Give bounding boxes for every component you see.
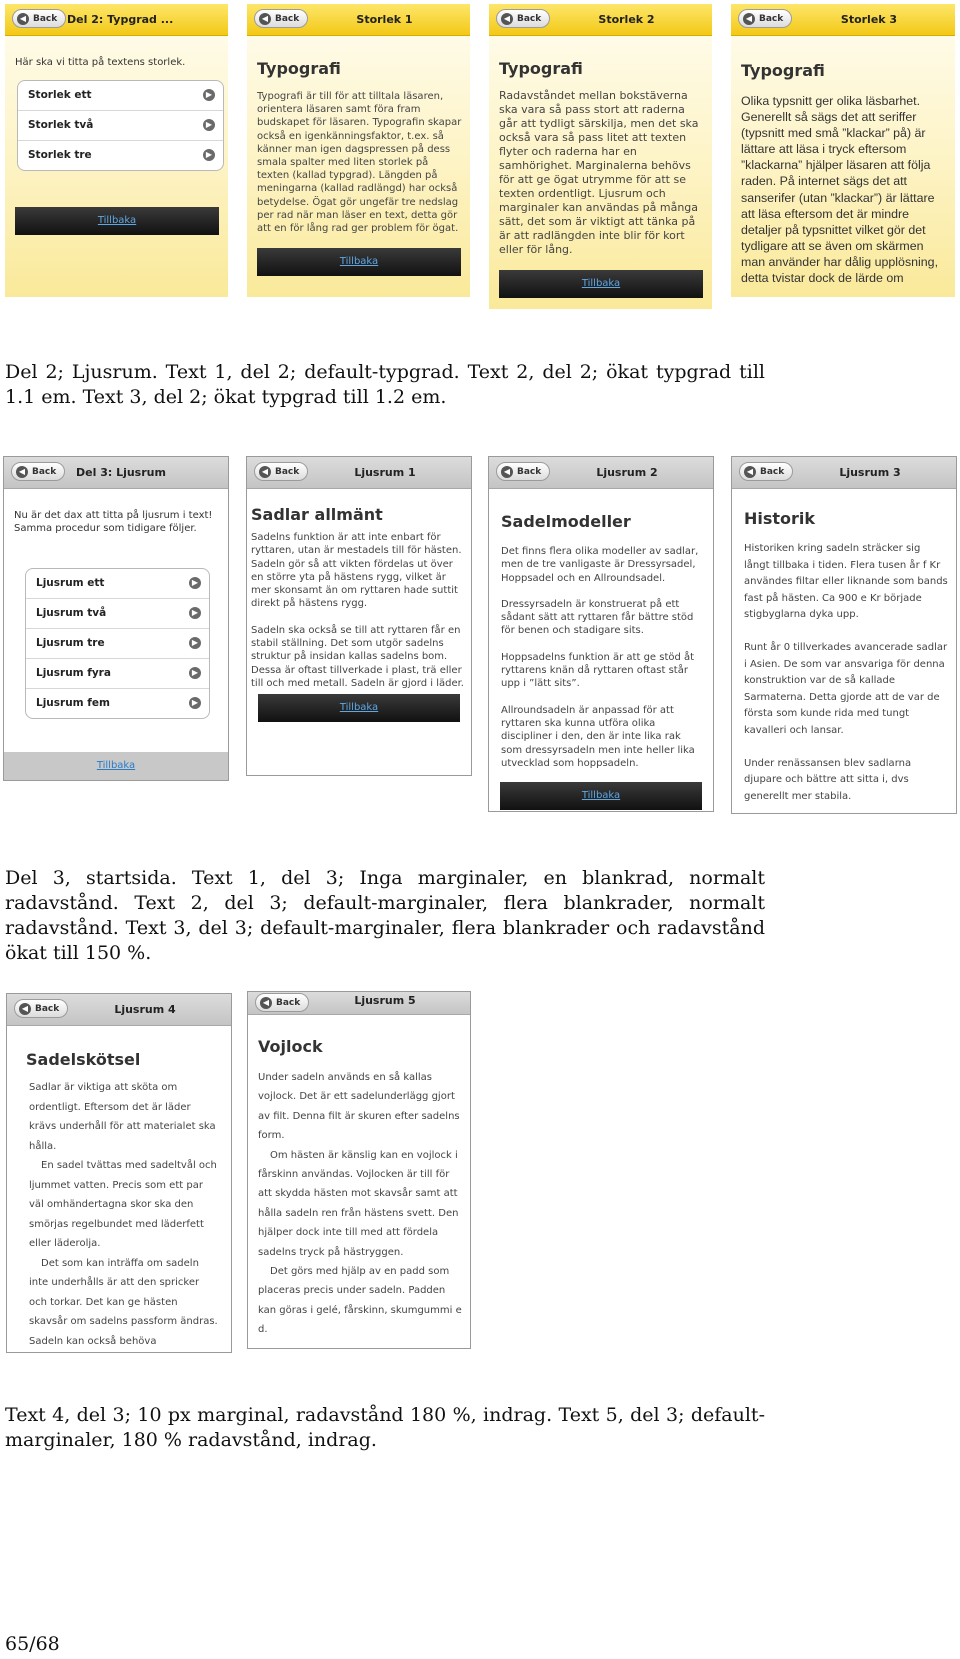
article-heading: Typografi: [257, 59, 341, 78]
article-heading: Historik: [744, 509, 816, 528]
caption-del3-startsida: Del 3, startsida. Text 1, del 3; Inga marginaler, en blankrad, normalt radavstånd. Text 2, del 3; default-marginaler, flera blankrader, normalt radavstånd. Text 3, del 3; default-marginaler, flera blankrader och radavstånd ökat till 150 %.: [5, 867, 765, 964]
back-button[interactable]: ◀ Back: [496, 9, 550, 28]
article-text: [29, 1078, 219, 1352]
title-bar: [489, 4, 712, 36]
intro-text: Nu är det dax att titta på ljusrum i text! Samma procedur som tidigare följer.: [14, 510, 213, 534]
tillbaka-button[interactable]: Tillbaka: [257, 248, 461, 276]
article-text: [501, 545, 703, 770]
menu-item-ljusrum-ett[interactable]: Ljusrum ett ▶: [26, 569, 209, 599]
menu-item-storlek-ett[interactable]: Storlek ett ▶: [18, 81, 223, 111]
title-bar: [4, 457, 228, 489]
paragraph: Sadeln ska också se till att ryttaren får en stabil ställning. Det som utgör sadelns struktur på insidan kallas sadelns bom. Dessa är oftast tillverkade i plast, trä eller till och med metall. Sadeln är gjord i läder.: [251, 624, 464, 689]
paragraph: Historiken kring sadeln sträcker sig långt tillbaka i tiden. Flera tusen år f Kr användes filtar eller liknande som bands fast på hästen. Ca 900 e Kr började stigbyglarna dyka upp.: [744, 543, 948, 621]
back-button[interactable]: ◀ Back: [255, 993, 309, 1012]
chevron-right-icon: ▶: [189, 607, 201, 619]
page-title: Storlek 2: [598, 13, 655, 26]
phone-ljusrum-2: [488, 456, 714, 812]
back-arrow-icon: ◀: [501, 466, 513, 478]
back-button[interactable]: ◀ Back: [254, 462, 308, 481]
page-title: Storlek 1: [356, 13, 413, 26]
page-title: Del 2: Typgrad ...: [67, 13, 174, 26]
back-arrow-icon: ◀: [16, 466, 28, 478]
back-button[interactable]: ◀ Back: [496, 462, 550, 481]
back-arrow-icon: ◀: [17, 13, 29, 25]
paragraph: Allroundsadeln är anpassad för att ryttaren ska kunna utföra olika discipliner i den, den är inte lika rak som dressyrsadeln men inte heller lika utvecklad som hoppsadeln.: [501, 704, 695, 769]
article-heading: Sadelskötsel: [26, 1050, 141, 1069]
back-button[interactable]: ◀ Back: [11, 462, 65, 481]
paragraph: Dressyrsadeln är konstruerat på ett sådant sätt att ryttaren får bättre stöd för benen och stadigare sits.: [501, 598, 694, 637]
back-arrow-icon: ◀: [260, 997, 272, 1009]
tillbaka-button[interactable]: Tillbaka: [15, 207, 219, 235]
page-number: 65/68: [5, 1633, 60, 1655]
phone-storlek-2: [489, 4, 712, 309]
back-button[interactable]: ◀ Back: [738, 9, 792, 28]
page-title: Ljusrum 3: [839, 466, 901, 479]
article-text: [258, 1068, 462, 1340]
paragraph: Under renässansen blev sadlarna djupare och bättre att sitta i, dvs generellt mer stabila.: [744, 757, 912, 802]
title-bar: [5, 4, 228, 36]
title-bar: [247, 4, 470, 36]
back-button[interactable]: ◀ Back: [12, 9, 66, 28]
page-title: Ljusrum 2: [596, 466, 658, 479]
page-title: Ljusrum 1: [354, 466, 416, 479]
phone-ljusrum-1: [246, 456, 472, 776]
back-arrow-icon: ◀: [743, 13, 755, 25]
paragraph: Sadelns funktion är att inte enbart för ryttaren, utan är mestadels till för hästen. Sadeln gör så att vikten fördelas ut över en större yta på hästens rygg, vilket är mer skonsamt än om ryttaren hade suttit direkt på hästens rygg.: [251, 532, 462, 610]
phone-ljusrum-4: [6, 993, 232, 1353]
tillbaka-link[interactable]: Tillbaka: [4, 752, 228, 780]
title-bar: [731, 4, 955, 36]
title-bar: [248, 992, 470, 1015]
back-button[interactable]: ◀ Back: [739, 462, 793, 481]
tillbaka-button[interactable]: Tillbaka: [500, 782, 702, 810]
paragraph: Under sadeln används en så kallas vojlock. Det är ett sadelunderlägg gjort av filt. Denna filt är skuren efter sadelns form.: [258, 1072, 460, 1142]
article-text: [744, 541, 948, 805]
title-bar: [7, 994, 231, 1026]
caption-del2: Del 2; Ljusrum. Text 1, del 2; default-typgrad. Text 2, del 2; ökat typgrad till 1.1 em. Text 3, del 2; ökat typgrad till 1.2 em.: [5, 361, 765, 408]
title-bar: [732, 457, 956, 489]
article-text: [251, 531, 467, 690]
paragraph: Om hästen är känslig kan en vojlock i fårskinn användas. Vojlocken är till för att skydda hästen mot skavsår samt att hålla sadeln ren från hästens svett. Den hjälper dock inte till med att fördela sadelns tryck på hästryggen.: [258, 1149, 459, 1258]
paragraph: Runt år 0 tillverkades avancerade sadlar i Asien. De som var ansvariga för denna konstruktion var de så kallade Sarmaterna. Detta gjorde att de var de första som kunde rida med tungt kavalleri och lansar.: [744, 641, 948, 736]
page-title: Del 3: Ljusrum: [76, 466, 166, 479]
back-button[interactable]: ◀ Back: [14, 999, 68, 1018]
menu-item-storlek-tre[interactable]: Storlek tre ▶: [18, 141, 223, 170]
caption-text4-text5: Text 4, del 3; 10 px marginal, radavstånd 180 %, indrag. Text 5, del 3; default-marginaler, 180 % radavstånd, indrag.: [5, 1404, 765, 1451]
menu-item-ljusrum-tre[interactable]: Ljusrum tre ▶: [26, 629, 209, 659]
paragraph: Hoppsadelns funktion är att ge stöd åt ryttarens knän då ryttaren oftast står upp i ”lätt sits”.: [501, 651, 695, 690]
menu-item-storlek-tva[interactable]: Storlek två ▶: [18, 111, 223, 141]
menu-item-ljusrum-tva[interactable]: Ljusrum två ▶: [26, 599, 209, 629]
phone-del3-ljusrum: [3, 456, 229, 781]
phone-storlek-3: [731, 4, 955, 297]
page-title: Ljusrum 4: [114, 1003, 176, 1016]
chevron-right-icon: ▶: [203, 89, 215, 101]
paragraph: Det görs med hjälp av en padd som placeras precis under sadeln. Padden kan göras i gelé, fårskinn, skumgummi e d.: [258, 1266, 462, 1336]
article-heading: Typografi: [741, 61, 825, 80]
chevron-right-icon: ▶: [203, 149, 215, 161]
tillbaka-button[interactable]: Tillbaka: [499, 270, 703, 298]
back-arrow-icon: ◀: [744, 466, 756, 478]
title-bar: [489, 457, 713, 489]
chevron-right-icon: ▶: [203, 119, 215, 131]
article-heading: Sadlar allmänt: [251, 505, 383, 524]
phone-ljusrum-5: [247, 991, 471, 1349]
back-button[interactable]: ◀ Back: [254, 9, 308, 28]
chevron-right-icon: ▶: [189, 667, 201, 679]
intro-text: Här ska vi titta på textens storlek.: [15, 57, 186, 68]
phone-del2-typgrad: [5, 4, 228, 297]
back-arrow-icon: ◀: [259, 13, 271, 25]
article-heading: Vojlock: [258, 1037, 323, 1056]
chevron-right-icon: ▶: [189, 697, 201, 709]
phone-ljusrum-3: [731, 456, 957, 814]
paragraph: Det finns flera olika modeller av sadlar, men de tre vanligaste är Dressyrsadel, Hoppsadel och en Allroundsadel.: [501, 546, 699, 584]
paragraph: Det som kan inträffa om sadeln inte underhålls är att den spricker och torkar. Det kan ge hästen skavsår om sadelns passform ändras. Sadeln kan också behöva: [29, 1257, 218, 1347]
menu-list: [25, 568, 210, 719]
page-title: Ljusrum 5: [354, 994, 416, 1007]
back-arrow-icon: ◀: [259, 466, 271, 478]
chevron-right-icon: ▶: [189, 577, 201, 589]
tillbaka-button[interactable]: Tillbaka: [258, 694, 460, 722]
page-title: Storlek 3: [840, 13, 898, 26]
article-heading: Sadelmodeller: [501, 512, 631, 531]
menu-item-ljusrum-fem[interactable]: Ljusrum fem ▶: [26, 689, 209, 718]
article-text: Radavståndet mellan bokstäverna ska vara så pass stort att raderna går att tydligt särskilja, men det ska också vara så pass litet att texten flyter och raderna har en samhörighet. Marginalerna behövs för att ge ögat utrymme för att se texten ordentligt. Ljusrum och marginaler kan användas på många sätt, det som är viktigt att tänka på är att radlängden inte blir för kort eller för lång.: [499, 89, 699, 256]
chevron-right-icon: ▶: [189, 637, 201, 649]
back-arrow-icon: ◀: [19, 1003, 31, 1015]
paragraph: En sadel tvättas med sadeltvål och ljummet vatten. Precis som ett par väl omhändertagna skor ska den smörjas regelbundet med läderfett eller läderolja.: [29, 1160, 217, 1249]
article-heading: Typografi: [499, 59, 583, 78]
phone-storlek-1: [247, 4, 470, 297]
article-text: Typografi är till för att tilltala läsaren, orientera läsaren samt föra fram budskapet för läsaren. Typografin skapar också en igenkänningsfaktor, t.ex. så känner man igen dagspressen på dess smala spalter med liten storlek på texten (kallad typgrad). Längden på meningarna (kallad radlängd) har också betydelse. Ögat gör ungefär tre nedslag per rad när man läser en text, detta gör att en för lång rad ger problem för ögat.: [257, 91, 462, 235]
title-bar: [247, 457, 471, 489]
paragraph: Sadlar är viktiga att sköta om ordentligt. Eftersom det är läder krävs underhåll för att materialet ska hålla.: [29, 1082, 216, 1152]
back-arrow-icon: ◀: [501, 13, 513, 25]
menu-list: [17, 80, 224, 171]
article-text: Olika typsnitt ger olika läsbarhet. Generellt så sägs det att seriffer (typsnitt med små ”klackar” på) är lättare att läsa i tryck eftersom ”klackarna” hjälper läsaren att följa raden. På internet sägs det att sanserifer (utan ”klackar”) är lättare att läsa eftersom det är mindre detaljer på typsnittet vilket gör det tydligare att se även om skärmen man använder har dålig upplösning, detta tvistar dock de lärde om: [741, 94, 939, 286]
menu-item-ljusrum-fyra[interactable]: Ljusrum fyra ▶: [26, 659, 209, 689]
